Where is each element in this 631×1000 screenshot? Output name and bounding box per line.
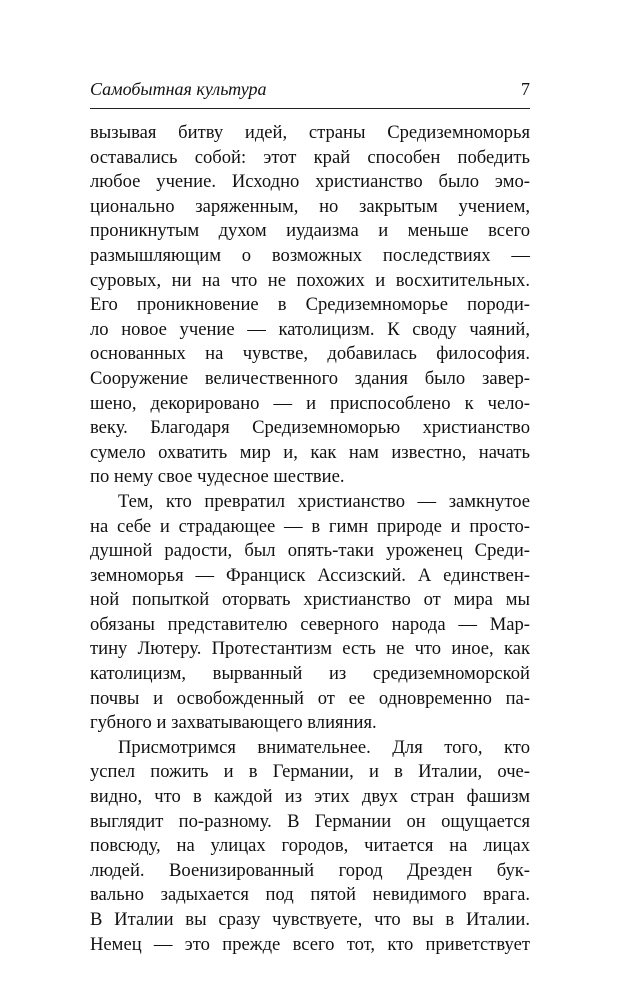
running-header — [90, 77, 530, 101]
text-line: ной попыткой оторвать христианство от мира мы — [90, 589, 530, 611]
paragraph-3 — [90, 736, 530, 957]
text-line: основанных на чувстве, добавилась философия. — [90, 343, 530, 365]
text-line: ционально заряженным, но закрытым учением, — [90, 195, 530, 217]
running-header-title: Самобытная культура — [90, 79, 267, 99]
text-line: Его проникновение в Средиземноморье породи- — [90, 294, 530, 316]
text-line: сумело охватить мир и, как нам известно, начать — [90, 441, 530, 463]
text-line: видно, что в каждой из этих двух стран фашизм — [90, 786, 530, 808]
text-line: любое учение. Исходно христианство было эмо- — [90, 171, 530, 193]
text-line: шено, декорировано — и приспособлено к чело- — [90, 392, 530, 414]
text-line: земноморья — Франциск Ассизский. А единствен- — [90, 564, 530, 586]
text-line: успел пожить и в Германии, и в Италии, оче- — [90, 761, 530, 783]
text-line: по нему свое чудесное шествие. — [90, 466, 345, 488]
text-line: обязаны представителю северного народа — Мар- — [90, 613, 530, 635]
text-line: проникнутым духом иудаизма и меньше всего — [90, 220, 530, 242]
paragraph-1 — [90, 121, 530, 490]
text-line: В Италии вы сразу чувствуете, что вы в Италии. — [90, 909, 530, 930]
text-line: вызывая битву идей, страны Средиземноморья — [90, 122, 530, 143]
text-line: душной радости, был опять-таки уроженец Среди- — [90, 540, 530, 562]
text-line: суровых, ни на что не похожих и восхитительных. — [90, 269, 530, 291]
text-line: выглядит по-разному. В Германии он ощущается — [90, 810, 530, 832]
text-line: Немец — это прежде всего тот, кто приветствует — [90, 933, 530, 955]
header-rule — [90, 108, 530, 109]
text-line: губного и захватывающего влияния. — [90, 712, 377, 734]
text-line: на себе и страдающее — в гимн природе и просто- — [90, 515, 530, 537]
text-line: повсюду, на улицах городов, читается на лицах — [90, 835, 530, 857]
page-number: 7 — [521, 79, 530, 99]
text-line: Тем, кто превратил христианство — замкнутое — [118, 490, 530, 512]
text-line: тину Лютеру. Протестантизм есть не что иное, как — [90, 638, 530, 660]
text-line: вально задыхается под пятой невидимого врага. — [90, 884, 530, 906]
text-line: католицизм, вырванный из средиземноморской — [90, 663, 530, 685]
paragraph-2 — [90, 490, 530, 736]
text-line: веку. Благодаря Средиземноморью христианство — [90, 417, 530, 439]
text-line: размышляющим о возможных последствиях — — [90, 244, 530, 266]
text-line: людей. Военизированный город Дрезден бук- — [90, 859, 530, 881]
text-line: Сооружение величественного здания было завер- — [90, 367, 530, 389]
text-line: Присмотримся внимательнее. Для того, кто — [118, 736, 530, 758]
text-line: оставались собой: этот край способен победить — [90, 146, 530, 168]
body-text — [90, 121, 530, 957]
text-line: ло новое учение — католицизм. К своду чаяний, — [90, 318, 530, 340]
text-line: почвы и освобожденный от ее одновременно па- — [90, 687, 530, 709]
